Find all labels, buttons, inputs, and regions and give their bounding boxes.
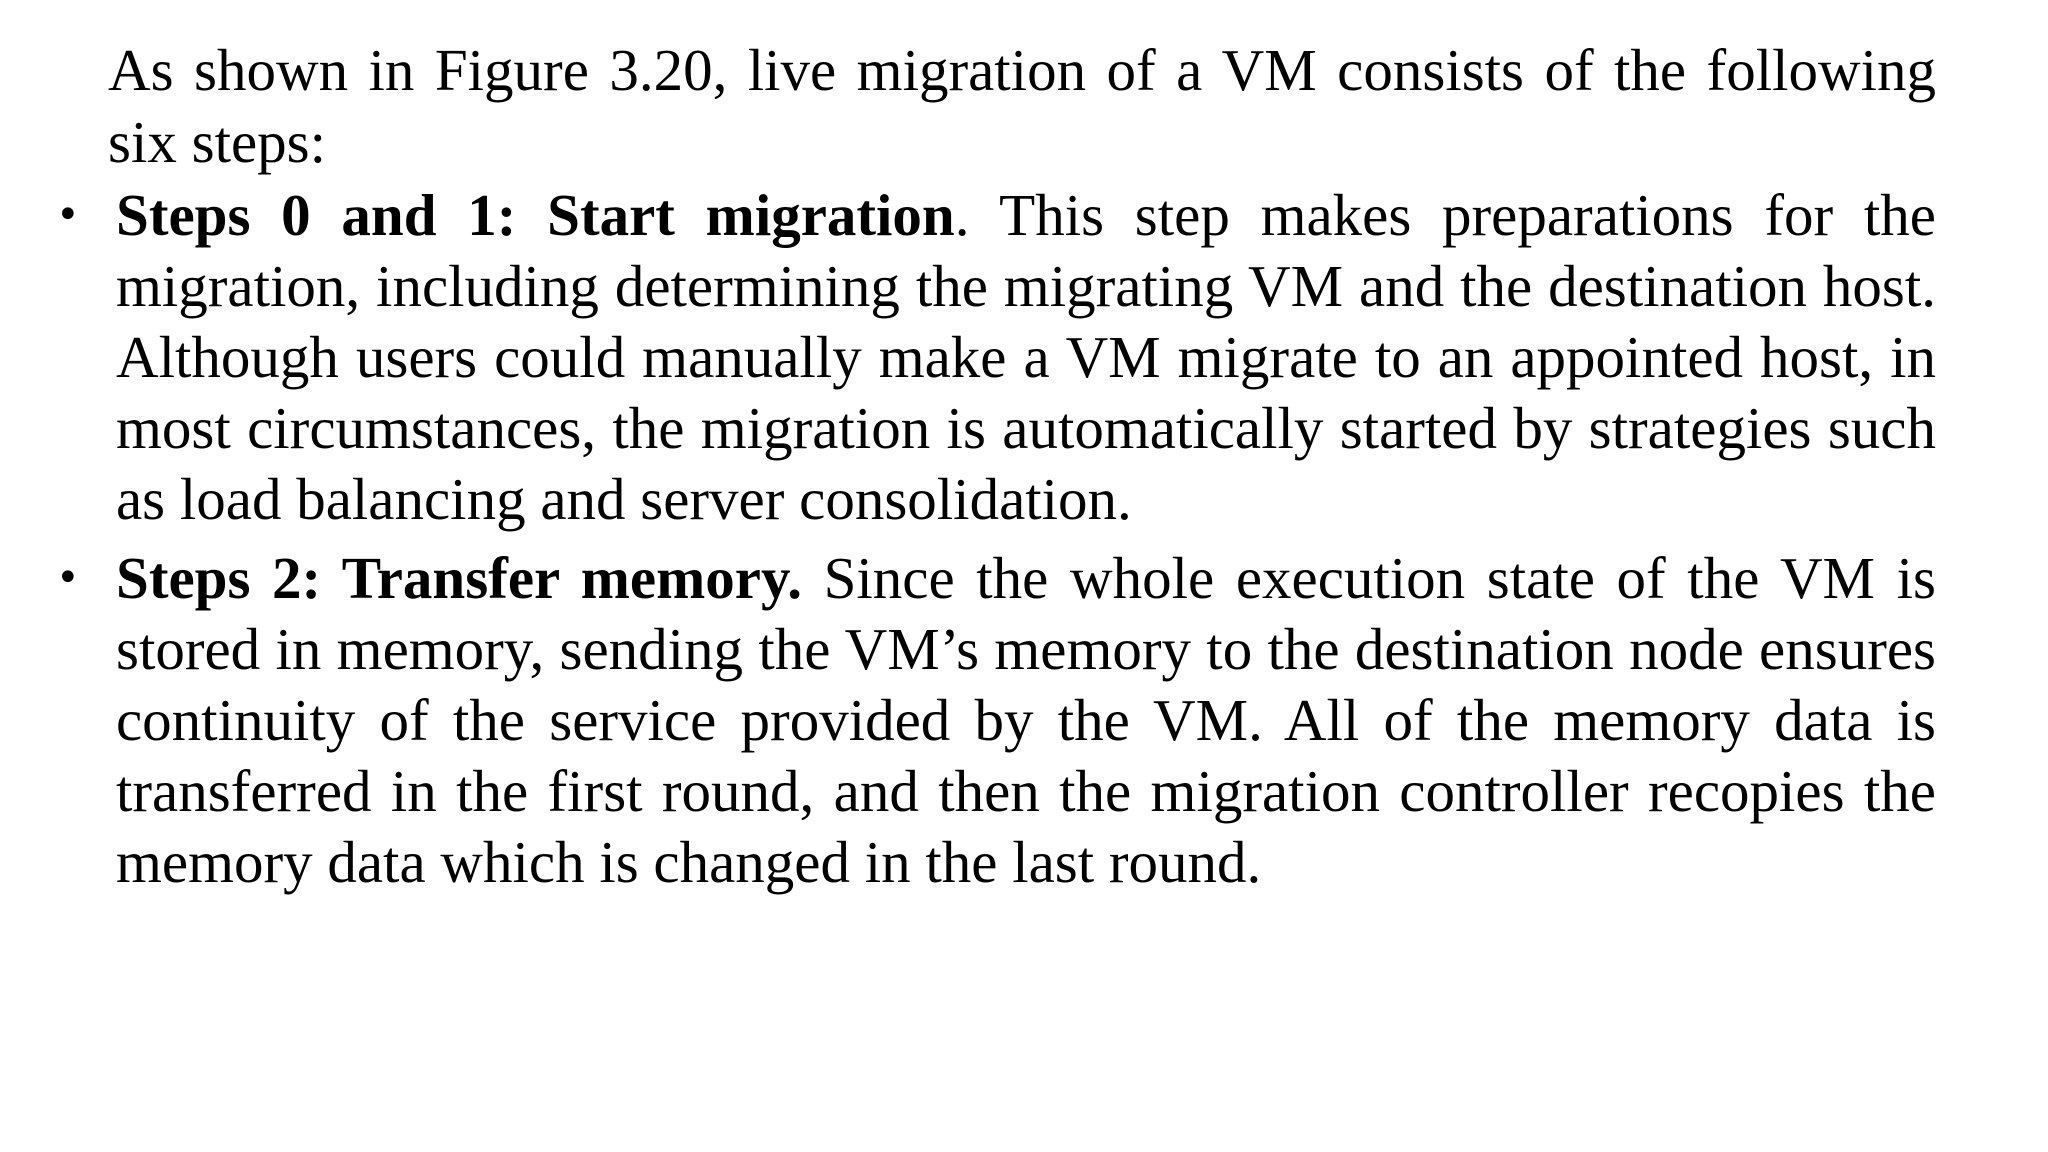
bullet-icon: • [56,192,80,238]
bullet-lead-punctuation: . [954,182,970,248]
list-item-transfer-memory [50,543,1936,898]
bullet-icon: • [56,555,80,601]
steps-list [50,180,1936,906]
intro-paragraph: As shown in Figure 3.20, live migration of a VM consists of the following six steps: [108,37,1936,175]
bullet-text: Since the whole execution state of the VM is stored in memory, sending the VM’s memory to the destination node ensures continuity of the service provided by the VM. All of the memory data is transferred in the first round, and then the migration controller recopies the memory data which is changed in the last round. [116,545,1937,895]
list-item-start-migration [50,180,1936,535]
bullet-text: This step makes preparations for the migration, including determining the migrating VM and the destination host. Although users could manually make a VM migrate to an appointed host, in most circumstances, the migration is automatically started by strategies such as load balancing and server consolidation. [116,182,1936,532]
bullet-lead: Steps 2: Transfer memory. [116,545,802,611]
bullet-lead: Steps 0 and 1: Start migration [116,182,955,248]
